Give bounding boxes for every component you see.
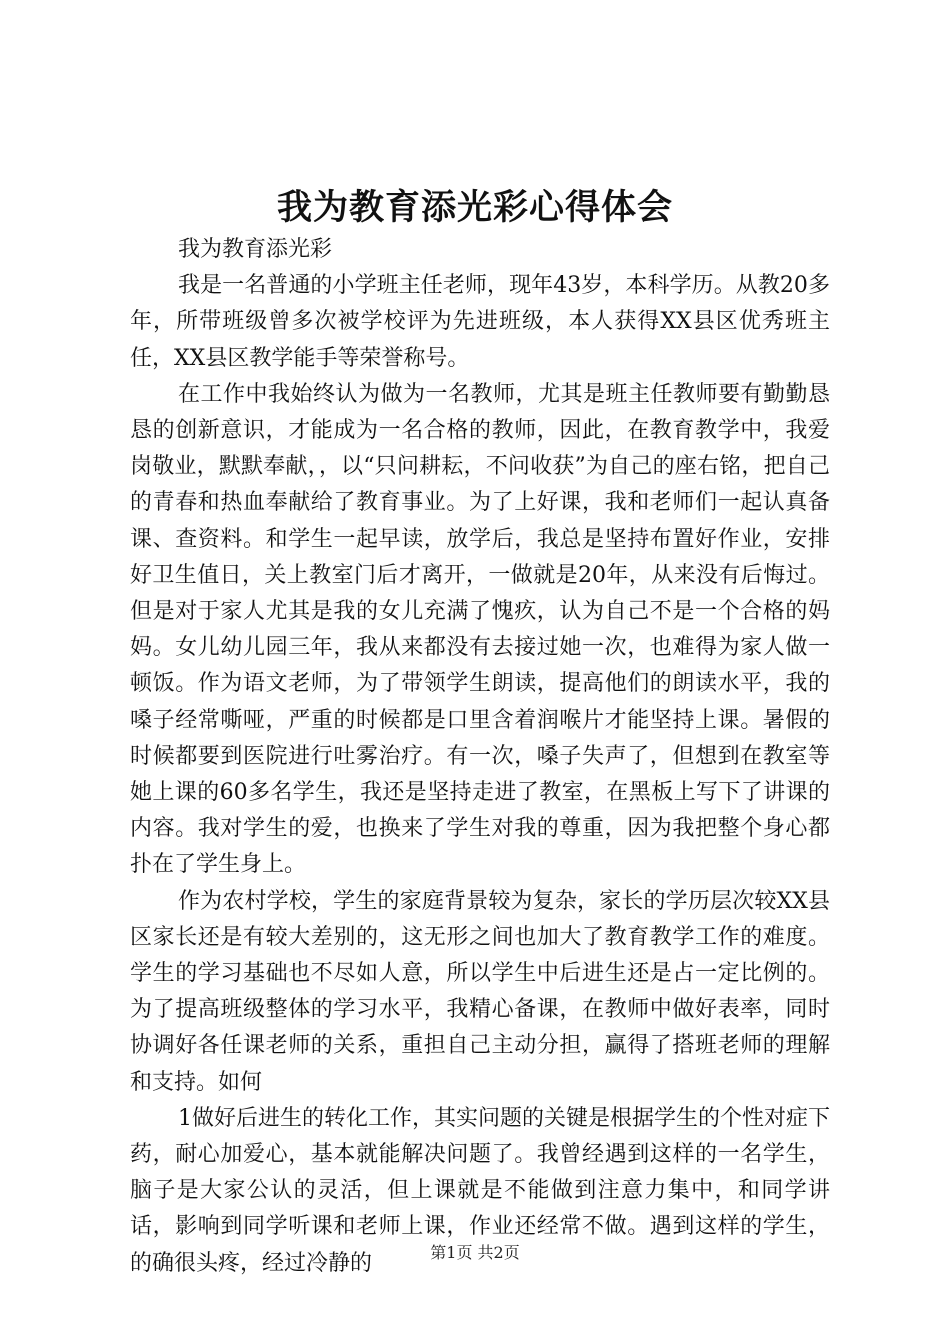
paragraph-subtitle: 我为教育添光彩 bbox=[178, 237, 333, 262]
paragraph: 在工作中我始终认为做为一名教师，尤其是班主任教师要有勤勤恳恳的创新意识，才能成为一名合格的教师，因此，在教育教学中，我爱岗敬业，默默奉献，，以“只问耕耘，不问收获”为自己的座右铭，把自己的青春和热血奉献给了教育事业。为了上好课，我和老师们一起认真备课、查资料。和学生一起早读，放学后，我总是坚持布置好作业，安排好卫生值日，关上教室门后才离开，一做就是20年，从来没有后悔过。但是对于家人尤其是我的女儿充满了愧疚，认为自己不是一个合格的妈妈。女儿幼儿园三年，我从来都没有去接过她一次，也难得为家人做一顿饭。作为语文老师，为了带领学生朗读，提高他们的朗读水平，我的嗓子经常嘶哑，严重的时候都是口里含着润喉片才能坚持上课。暑假的时候都要到医院进行吐雾治疗。有一次，嗓子失声了，但想到在教室等她上课的60多名学生，我还是坚持走进了教室，在黑板上写下了讲课的内容。我对学生的爱，也换来了学生对我的尊重，因为我把整个身心都扑在了学生身上。 bbox=[130, 381, 830, 878]
document-body bbox=[130, 232, 830, 1282]
page-number-footer: 第1页 共2页 bbox=[430, 1243, 520, 1262]
paragraph: 我是一名普通的小学班主任老师，现年43岁，本科学历。从教20多年，所带班级曾多次被学校评为先进班级，本人获得XX县区优秀班主任，XX县区教学能手等荣誉称号。 bbox=[130, 273, 830, 371]
paragraph: 作为农村学校，学生的家庭背景较为复杂，家长的学历层次较XX县区家长还是有较大差别的，这无形之间也加大了教育教学工作的难度。学生的学习基础也不尽如人意，所以学生中后进生还是占一定比例的。为了提高班级整体的学习水平，我精心备课，在教师中做好表率，同时协调好各任课老师的关系，重担自己主动分担，赢得了搭班老师的理解和支持。如何 bbox=[130, 888, 830, 1095]
paragraph: 1做好后进生的转化工作，其实问题的关键是根据学生的个性对症下药，耐心加爱心，基本就能解决问题了。我曾经遇到这样的一名学生，脑子是大家公认的灵活，但上课就是不能做到注意力集中，和同学讲话，影响到同学听课和老师上课，作业还经常不做。遇到这样的学生，的确很头疼，经过冷静的 bbox=[130, 1105, 830, 1276]
document-title: 我为教育添光彩心得体会 bbox=[276, 187, 673, 228]
